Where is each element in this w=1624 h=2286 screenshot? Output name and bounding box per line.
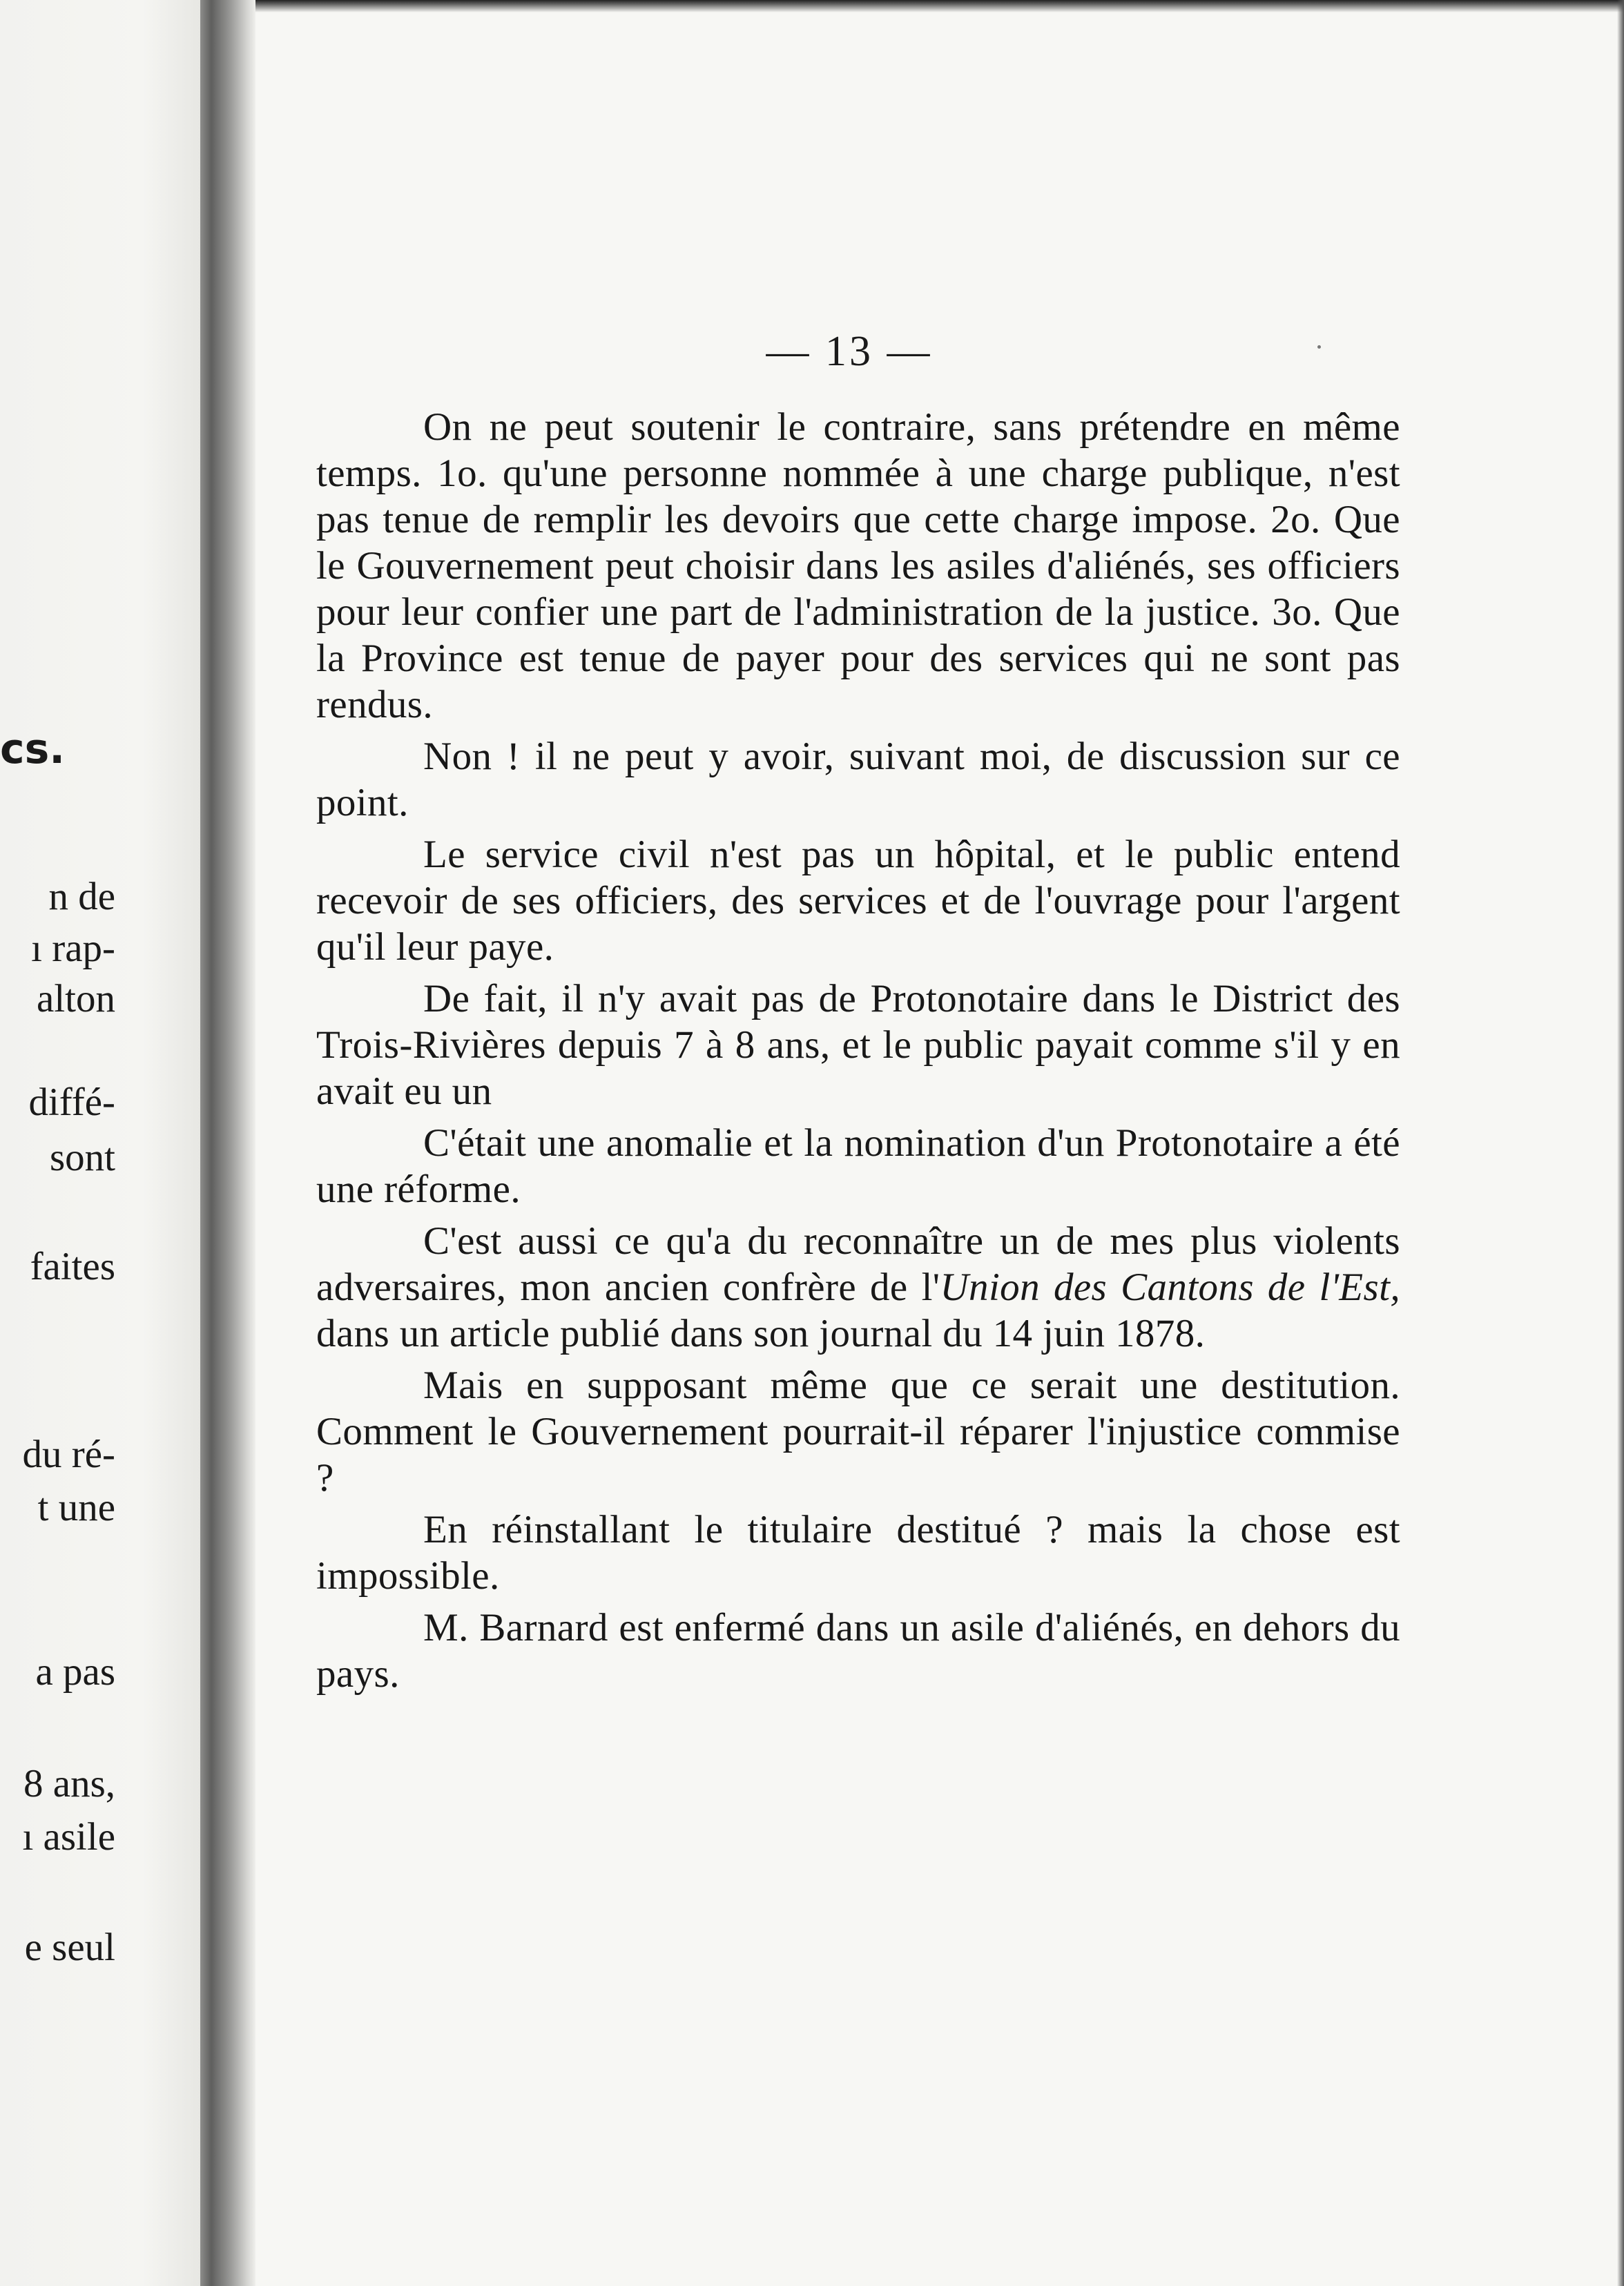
left-page-fragment: faites	[30, 1245, 115, 1288]
paragraph-text: dans un article publié dans son journal du 14 juin 1878.	[316, 1312, 1206, 1355]
page-body	[316, 404, 1400, 1703]
left-page-fragment: du ré-	[22, 1433, 115, 1476]
left-page-fragment: alton	[37, 977, 115, 1020]
page-right-edge	[1617, 0, 1624, 2286]
left-page-fragment: diffé-	[28, 1081, 115, 1124]
left-page-fragment: e seul	[24, 1926, 115, 1969]
paragraph: M. Barnard est enfermé dans un asile d'aliénés, en dehors du pays.	[316, 1606, 1400, 1696]
left-page-fragment: a pas	[35, 1650, 115, 1694]
left-page-fragment: 8 ans,	[23, 1762, 115, 1805]
newspaper-title: Union des Cantons de l'Est,	[940, 1266, 1400, 1309]
paragraph-text: C'est aussi ce qu'a du reconnaître un de mes plus violents adversaires, mon ancien confrère de l'	[316, 1219, 1400, 1309]
page-number: — 13 —	[766, 328, 933, 375]
scan-speck	[1317, 345, 1321, 349]
paragraph: Le service civil n'est pas un hôpital, et le public entend recevoir de ses officiers, des services et de l'ouvrage pour l'argent qu'il leur paye.	[316, 833, 1400, 969]
paragraph: C'était une anomalie et la nomination d'un Protonotaire a été une réforme.	[316, 1121, 1400, 1211]
left-page-fragment: ı rap-	[31, 927, 115, 970]
paragraph: Mais en supposant même que ce serait une destitution. Comment le Gouvernement pourrait-il réparer l'injustice commise ?	[316, 1364, 1400, 1500]
book-gutter	[200, 0, 255, 2286]
paragraph: En réinstallant le titulaire destitué ? mais la chose est impossible.	[316, 1508, 1400, 1598]
left-page-fragment: n de	[48, 875, 115, 918]
left-page-fragment: sont	[49, 1136, 115, 1179]
left-facing-page	[0, 0, 204, 2286]
left-page-fragment: cs.	[0, 725, 66, 773]
page-top-shadow	[255, 0, 1624, 12]
left-page-fragment: ı asile	[22, 1815, 115, 1859]
paragraph: De fait, il n'y avait pas de Protonotaire dans le District des Trois-Rivières depuis 7 à 8 ans, et le public payait comme s'il y en avait eu un	[316, 977, 1400, 1113]
paragraph: Non ! il ne peut y avoir, suivant moi, de discussion sur ce point.	[316, 735, 1400, 824]
paragraph: On ne peut soutenir le contraire, sans prétendre en même temps. 1o. qu'une personne nommée à une charge publique, n'est pas tenue de remplir les devoirs que cette charge impose. 2o. Que le Gouvernement peut choisir dans les asiles d'aliénés, ses officiers pour leur confier une part de l'administration de la justice. 3o. Que la Province est tenue de payer pour des services qui ne sont pas rendus.	[316, 405, 1400, 726]
paragraph	[316, 1218, 1400, 1357]
left-page-fragment: t une	[37, 1486, 115, 1529]
